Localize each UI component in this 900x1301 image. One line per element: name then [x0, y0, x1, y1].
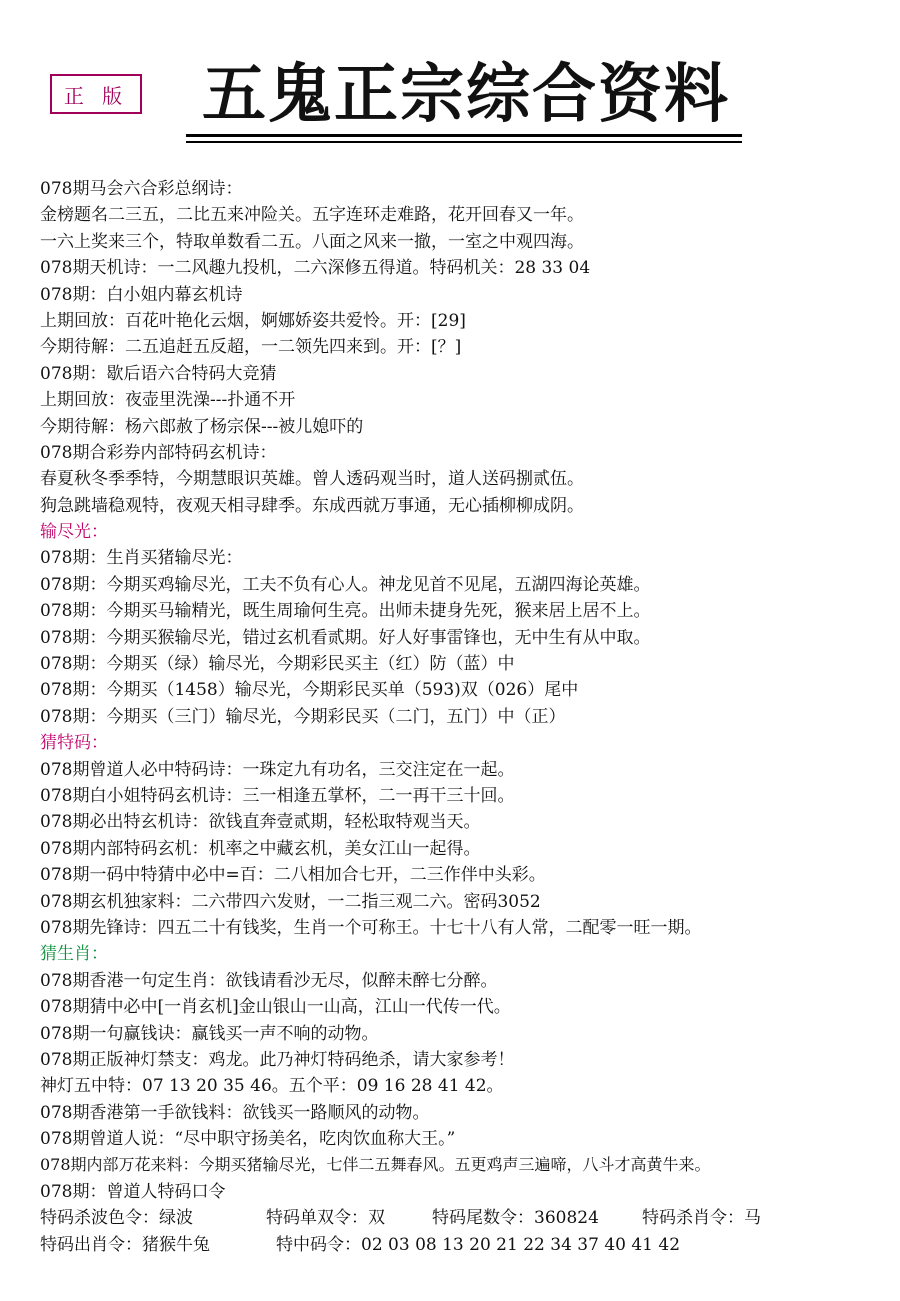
text-line: 078期马会六合彩总纲诗：	[40, 179, 243, 199]
text-line: 078期：今期买马输精光，既生周瑜何生亮。出师未捷身先死，猴来居上居不上。	[40, 601, 651, 622]
text-line: 078期曾道人必中特码诗：一珠定九有功名，三交注定在一起。	[40, 759, 515, 780]
text-line: 078期一句赢钱诀：赢钱买一声不响的动物。	[40, 1023, 379, 1044]
section-heading-loss: 输尽光：	[40, 522, 108, 543]
command-row-1	[40, 1205, 890, 1231]
text-line: 今期待解：杨六郎赦了杨宗保---被儿媳吓的	[40, 416, 364, 437]
text-line: 078期：曾道人特码口令	[40, 1181, 226, 1202]
edition-badge: 正 版	[50, 74, 142, 114]
page-title: 五鬼正宗综合资料	[202, 58, 730, 132]
text-line: 078期香港第一手欲钱料：欲钱买一路顺风的动物。	[40, 1102, 430, 1123]
text-line: 078期：白小姐内幕玄机诗	[40, 284, 243, 305]
text-line: 078期：今期买（三门）输尽光，今期彩民买（二门，五门）中（正）	[40, 706, 566, 727]
command-out-zodiac: 特码出肖令：猪猴牛兔	[40, 1234, 210, 1255]
text-line: 078期猜中必中[一肖玄机]金山银山一山高，江山一代传一代。	[40, 997, 511, 1018]
text-line: 上期回放：百花叶艳化云烟，婀娜娇姿共爱怜。开：[29]	[40, 310, 466, 331]
command-kill-color: 特码杀波色令：绿波	[40, 1208, 193, 1229]
text-line: 078期：今期买鸡输尽光，工夫不负有心人。神龙见首不见尾，五湖四海论英雄。	[40, 574, 651, 595]
text-line: 078期白小姐特码玄机诗：三一相逢五掌杯，二一再干三十回。	[40, 785, 515, 806]
section-heading-guess-zodiac: 猜生肖：	[40, 944, 108, 965]
text-line: 春夏秋冬季季特，今期慧眼识英雄。曾人透码观当时，道人送码捌贰伍。	[40, 469, 584, 490]
text-line: 上期回放：夜壶里洗澡---扑通不开	[40, 390, 296, 411]
text-line: 078期：今期买猴输尽光，错过玄机看贰期。好人好事雷锋也，无中生有从中取。	[40, 627, 651, 648]
text-line: 078期必出特玄机诗：欲钱直奔壹贰期，轻松取特观当天。	[40, 812, 481, 833]
text-line: 078期玄机独家料：二六带四六发财，一二指三观二六。密码3052	[40, 891, 541, 912]
text-line: 一六上奖来三个，特取单数看二五。八面之风来一撤，一室之中观四海。	[40, 231, 584, 252]
command-row-2	[40, 1232, 890, 1258]
text-line: 神灯五中特：07 13 20 35 46。五个平：09 16 28 41 42。	[40, 1076, 504, 1097]
title-underline-thin	[186, 141, 742, 143]
command-tail-number: 特码尾数令：360824	[432, 1208, 599, 1229]
text-line: 078期先锋诗：四五二十有钱奖，生肖一个可称王。十七十八有人常，二配零一旺一期。	[40, 917, 702, 938]
text-line: 078期内部特码玄机：机率之中藏玄机，美女江山一起得。	[40, 838, 481, 859]
text-line: 078期一码中特猜中必中=百：二八相加合七开，二三作伴中头彩。	[40, 865, 546, 886]
text-line: 078期：生肖买猪输尽光：	[40, 548, 243, 569]
text-line: 078期：今期买（绿）输尽光，今期彩民买主（红）防（蓝）中	[40, 654, 515, 675]
text-line: 078期天机诗：一二风趣九投机，二六深修五得道。特码机关：28 33 04	[40, 258, 591, 279]
command-odd-even: 特码单双令：双	[266, 1208, 385, 1229]
text-line: 078期：今期买（1458）输尽光，今期彩民买单（593)双（026）尾中	[40, 680, 579, 701]
text-line: 078期内部万花来料：今期买猪输尽光，七伴二五舞春风。五更鸡声三遍啼，八斗才高黄牛来。	[40, 1155, 711, 1175]
text-line: 金榜题名二三五，二比五来冲险关。五字连环走难路，花开回春又一年。	[40, 205, 584, 226]
document-body	[40, 176, 890, 1258]
text-line: 078期合彩券内部特码玄机诗：	[40, 442, 277, 463]
text-line: 078期曾道人说：“尽中职守扬美名，吃肉饮血称大王。”	[40, 1129, 456, 1150]
text-line: 078期正版神灯禁支：鸡龙。此乃神灯特码绝杀，请大家参考！	[40, 1049, 515, 1070]
text-line: 今期待解：二五追赶五反超，一二领先四来到。开：[？]	[40, 337, 462, 358]
title-underline-thick	[186, 134, 742, 137]
text-line: 078期香港一句定生肖：欲钱请看沙无尽，似醉未醉七分醉。	[40, 970, 498, 991]
command-hit-codes: 特中码令：02 03 08 13 20 21 22 34 37 40 41 42	[276, 1234, 681, 1255]
command-kill-zodiac: 特码杀肖令：马	[642, 1208, 761, 1229]
text-line: 078期：歇后语六合特码大竞猜	[40, 363, 277, 384]
section-heading-guess-code: 猜特码：	[40, 733, 108, 754]
text-line: 狗急跳墙稳观特，夜观天相寻肆季。东成西就万事通，无心插柳柳成阴。	[40, 495, 584, 516]
